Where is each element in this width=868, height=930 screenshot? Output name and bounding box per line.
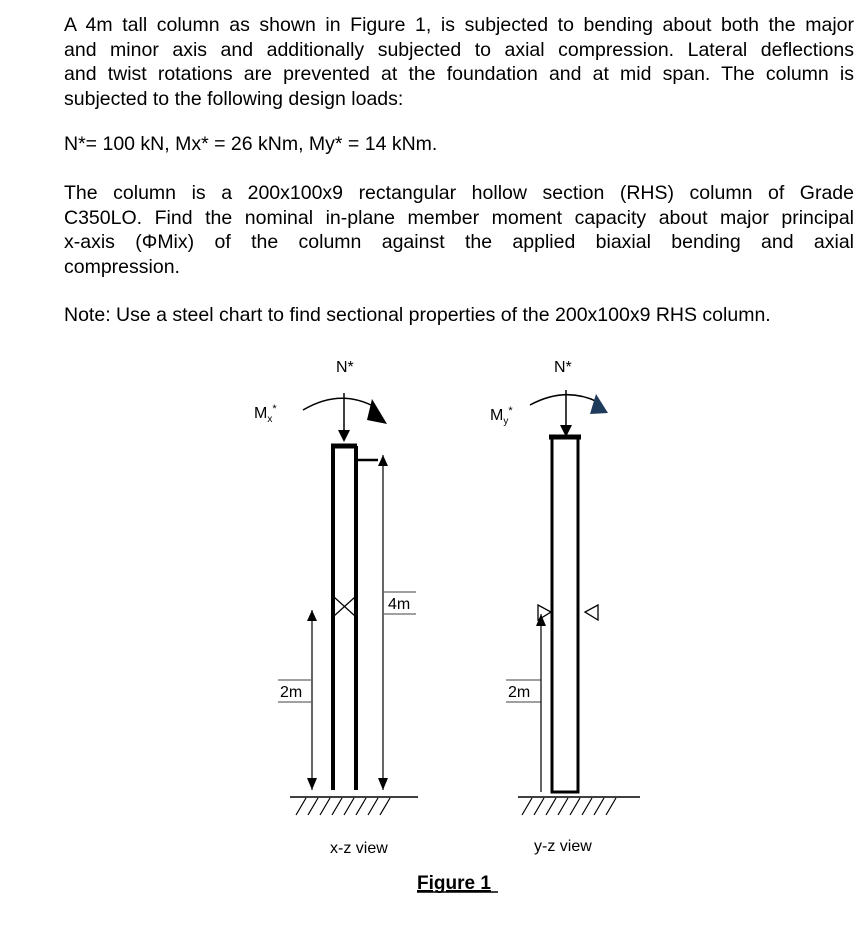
xz-mid-arrow-bottom <box>307 778 317 790</box>
statement-line: and minor axis and additionally subjected to axial compression. Lateral deflections <box>64 38 854 61</box>
xz-moment-arc <box>303 398 375 410</box>
description-line: The column is a 200x100x9 rectangular hollow section (RHS) column of Grade <box>64 182 854 204</box>
yz-view <box>490 359 640 855</box>
statement-line: and twist rotations are prevented at the foundation and at mid span. The column is <box>64 63 854 85</box>
yz-moment-label: $M_y^*$ <box>490 405 513 427</box>
note-text: Note: Use a steel chart to find sectional properties of the 200x100x9 RHS column. <box>64 304 771 326</box>
figure-title: Figure 1 <box>417 873 491 894</box>
xz-height-arrow-top <box>378 455 388 466</box>
xz-height-arrow-bottom <box>378 778 388 790</box>
statement-line: A 4m tall column as shown in Figure 1, is subjected to bending about both the major <box>64 14 854 36</box>
yz-moment-arc <box>530 395 598 405</box>
description-line: compression. <box>64 255 180 278</box>
xz-ground-hatch <box>296 798 390 815</box>
yz-restraint-right <box>585 605 598 620</box>
description-line: x-axis (ΦMix) of the column against the applied biaxial bending and axial <box>64 231 854 253</box>
xz-height-label: 4m <box>388 596 411 613</box>
yz-axial-load-label: N* <box>554 359 572 376</box>
xz-mid-label: 2m <box>280 684 303 701</box>
xz-mid-arrow-top <box>307 610 317 621</box>
xz-caption: x-z view <box>330 840 388 857</box>
xz-axial-arrowhead <box>338 430 350 442</box>
yz-ground-hatch <box>522 798 616 815</box>
description-line: C350LO. Find the nominal in-plane member moment capacity about major principal <box>64 206 854 229</box>
xz-view <box>254 359 418 857</box>
statement-line: subjected to the following design loads: <box>64 87 404 110</box>
yz-caption: y-z view <box>534 838 592 855</box>
yz-column <box>552 437 578 792</box>
xz-moment-label: $M_x^*$ <box>254 403 277 425</box>
loads-text: N*= 100 kN, Mx* = 26 kNm, My* = 14 kNm. <box>64 133 438 155</box>
xz-axial-load-label: N* <box>336 359 354 376</box>
yz-mid-label: 2m <box>508 684 531 701</box>
yz-moment-arrowhead <box>590 394 608 414</box>
xz-moment-arrowhead <box>367 399 387 424</box>
